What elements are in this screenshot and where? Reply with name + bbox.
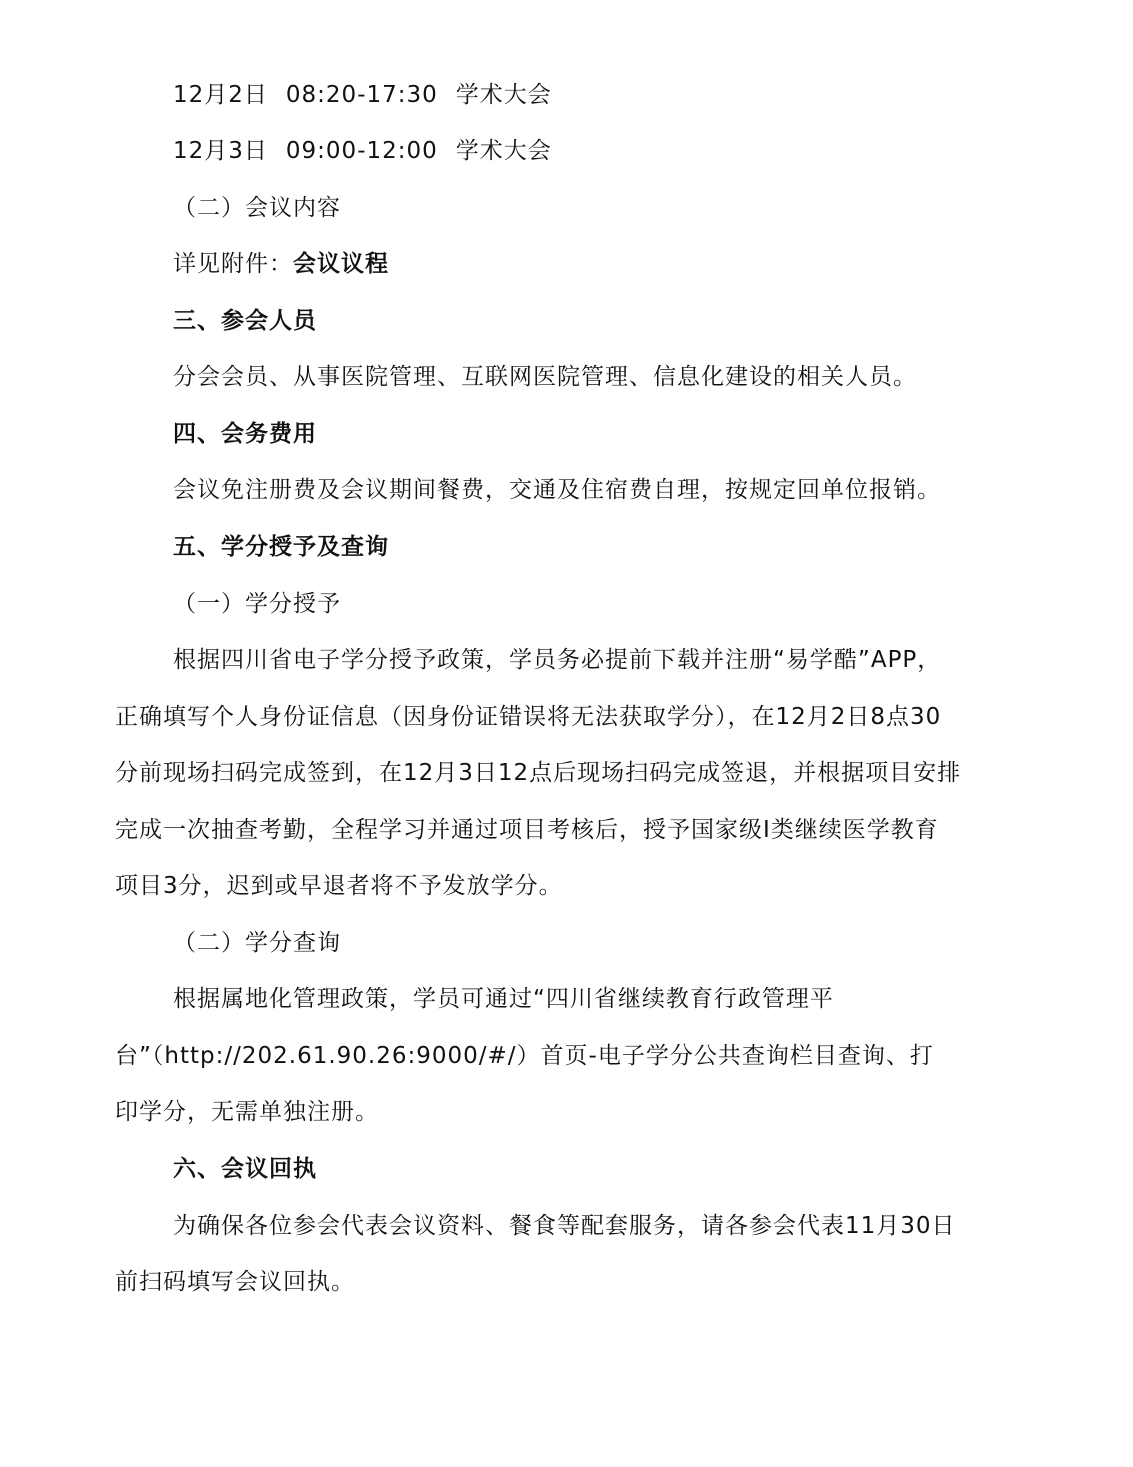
schedule-row — [173, 80, 1073, 110]
credit-grant-line: 根据四川省电子学分授予政策，学员务必提前下载并注册“易学酷”APP， — [173, 647, 942, 673]
credit-query-line: 印学分，无需单独注册。 — [115, 1099, 379, 1125]
schedule-event: 学术大会 — [455, 82, 552, 108]
schedule-date: 12月3日 — [173, 138, 268, 164]
receipt-line: 前扫码填写会议回执。 — [115, 1269, 355, 1295]
section-heading-fees: 四、会务费用 — [173, 421, 317, 447]
schedule-date: 12月2日 — [173, 82, 268, 108]
credit-query-line: 根据属地化管理政策，学员可通过“四川省继续教育行政管理平 — [173, 986, 834, 1012]
meeting-content-text — [173, 249, 1073, 279]
schedule-row — [173, 136, 1073, 166]
credit-grant-line: 项目3分，迟到或早退者将不予发放学分。 — [115, 873, 563, 899]
credit-grant-line: 分前现场扫码完成签到，在12月3日12点后现场扫码完成签退，并根据项目安排 — [115, 760, 962, 786]
schedule-time: 09:00-12:00 — [285, 138, 438, 164]
section-heading-receipt: 六、会议回执 — [173, 1156, 317, 1182]
attachment-name: 会议议程 — [293, 251, 389, 277]
credit-query-line: 台”（http://202.61.90.26:9000/#/）首页-电子学分公共查询栏目查询、打 — [115, 1043, 934, 1069]
schedule-time: 08:20-17:30 — [285, 82, 438, 108]
subsection-heading-credit-query: （二）学分查询 — [173, 930, 341, 956]
section-heading-credits: 五、学分授予及查询 — [173, 534, 389, 560]
credit-grant-line: 正确填写个人身份证信息（因身份证错误将无法获取学分），在12月2日8点30 — [115, 704, 942, 730]
schedule-event: 学术大会 — [455, 138, 552, 164]
credit-grant-line: 完成一次抽查考勤，全程学习并通过项目考核后，授予国家级Ⅰ类继续医学教育 — [115, 817, 939, 843]
fees-text: 会议免注册费及会议期间餐费，交通及住宿费自理，按规定回单位报销。 — [173, 477, 941, 503]
attachment-prefix: 详见附件： — [173, 251, 293, 277]
receipt-line: 为确保各位参会代表会议资料、餐食等配套服务，请各参会代表11月30日 — [173, 1213, 956, 1239]
subsection-heading-meeting-content: （二）会议内容 — [173, 195, 341, 221]
subsection-heading-credit-grant: （一）学分授予 — [173, 591, 341, 617]
attendees-text: 分会会员、从事医院管理、互联网医院管理、信息化建设的相关人员。 — [173, 364, 917, 390]
section-heading-attendees: 三、参会人员 — [173, 308, 317, 334]
